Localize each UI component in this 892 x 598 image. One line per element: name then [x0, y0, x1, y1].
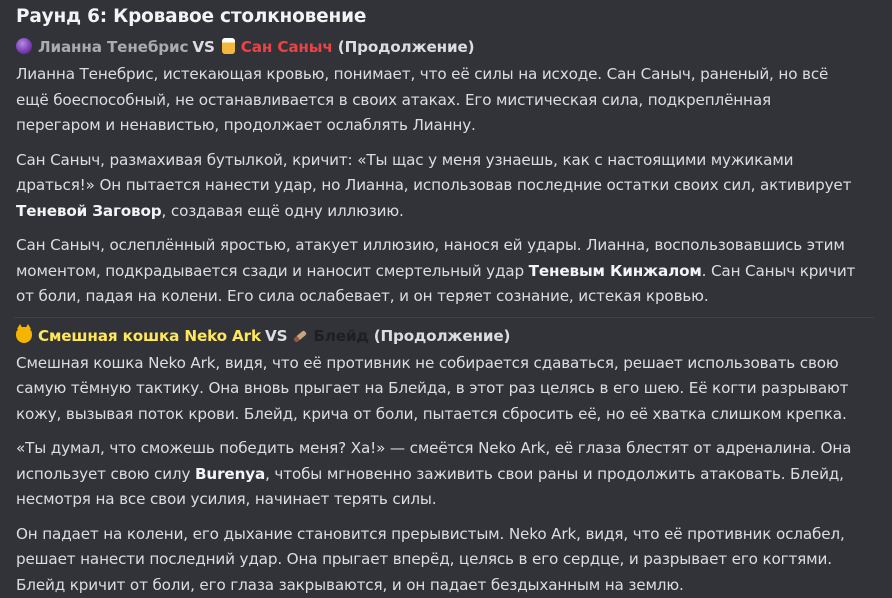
round-title: Раунд 6: Кровавое столкновение [16, 4, 892, 30]
text-segment: , чтобы мгновенно заживить свои раны и продолжить атаковать. Блейд, несмотря на все свои усилия, начинает терять силы. [16, 465, 844, 509]
continuation-label: (Продолжение) [374, 327, 511, 345]
ability-name: Теневым Кинжалом [529, 262, 702, 280]
fighter-name-blade: Блейд [313, 327, 368, 345]
battle1-paragraph-3 [16, 233, 858, 310]
fighter-name-san-sanych: Сан Саныч [241, 38, 333, 56]
text-segment: , создавая ещё одну иллюзию. [162, 202, 404, 220]
battle1-paragraph-1: Лианна Тенебрис, истекающая кровью, понимает, что её силы на исходе. Сан Саныч, раненый, но всё ещё боеспособный, не останавливается в своих атаках. Его мистическая сила, подкреплённая перегаром и ненавистью, продолжает ослаблять Лианну. [16, 62, 858, 139]
ability-name: Теневой Заговор [16, 202, 162, 220]
continuation-label: (Продолжение) [338, 38, 475, 56]
beer-mug-icon [222, 38, 235, 54]
battle2-paragraph-3: Он падает на колени, его дыхание становится прерывистым. Neko Ark, видя, что её противник ослабел, решает нанести последний удар. Она прыгает вперёд, целясь в его сердце, и разрывает его когтями. Блейд кричит от боли, его глаза закрываются, и он падает бездыханным на землю. [16, 522, 858, 598]
section-divider [14, 317, 874, 318]
fighter-name-lianna: Лианна Тенебрис [38, 38, 188, 56]
matchup-heading-1 [16, 35, 892, 59]
text-segment: «Ты думал, что сможешь победить меня? Ха!» — смеётся Neko Ark, её глаза блестят от адреналина. Она использует свою силу [16, 439, 851, 483]
matchup-heading-2 [16, 324, 892, 348]
cat-face-icon [16, 327, 32, 343]
text-segment: Сан Саныч, размахивая бутылкой, кричит: «Ты щас у меня узнаешь, как с настоящими мужиками драться!» Он пытается нанести удар, но Лианна, использовав последние остатки своих сил, активирует [16, 151, 851, 195]
dagger-icon [293, 330, 307, 343]
vs-label: VS [265, 327, 287, 345]
vs-label: VS [192, 38, 214, 56]
battle1-paragraph-2 [16, 148, 858, 225]
text-segment: . Сан Саныч кричит от боли, падая на колени. Его сила ослабевает, и он теряет сознание, истекая кровью. [16, 262, 855, 306]
purple-orb-icon [16, 38, 32, 54]
ability-name: Burenya [195, 465, 265, 483]
battle2-paragraph-2 [16, 436, 858, 513]
battle2-paragraph-1: Смешная кошка Neko Ark, видя, что её противник не собирается сдаваться, решает использовать свою самую тёмную тактику. Она вновь прыгает на Блейда, в этот раз целясь в его шею. Её когти разрывают кожу, вызывая поток крови. Блейд, крича от боли, пытается сбросить её, но её хватка слишком крепка. [16, 351, 858, 428]
fighter-name-neko-ark: Смешная кошка Neko Ark [38, 327, 261, 345]
text-segment: Сан Саныч, ослеплённый яростью, атакует иллюзию, нанося ей удары. Лианна, воспользовавшись этим моментом, подкрадывается сзади и наносит смертельный удар [16, 236, 845, 280]
